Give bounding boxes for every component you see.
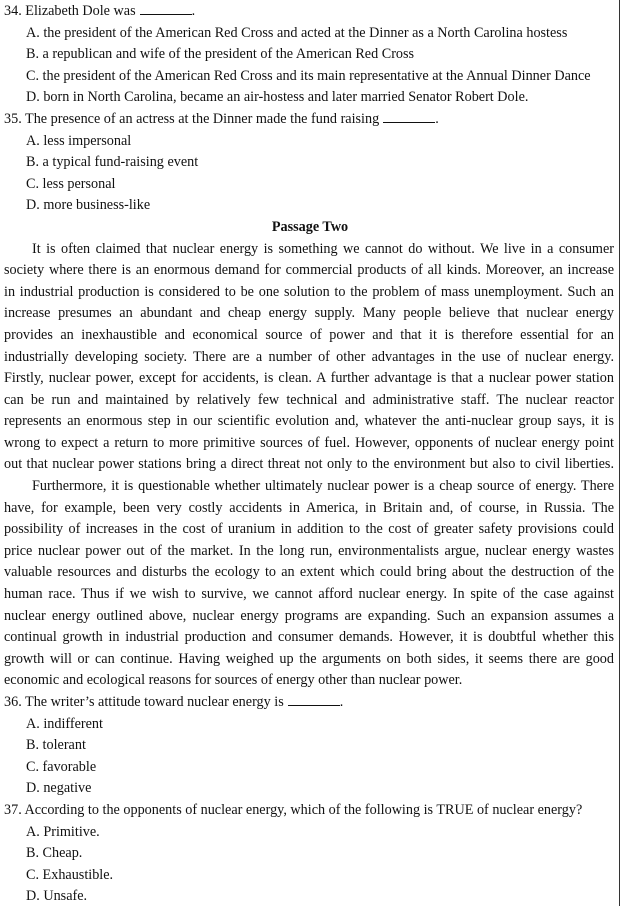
question-35 [4,109,614,217]
passage-title: Passage Two [271,218,349,235]
passage-line: price nuclear power out of the market. In the long run, environmentalists argue, nuclear energy wastes [4,542,614,559]
passage-line: society where there is an enormous demand for commercial products of all kinds. Moreover, an increase [4,262,614,279]
question-suffix: . [191,3,196,19]
passage-line: wrong to expect a return to more primitive sources of fuel. However, opponents of nuclear energy point [4,434,614,451]
question-stem [4,109,614,131]
option-d: D. negative [26,780,92,797]
passage-line: human race. Thus if we wish to survive, we cannot afford nuclear energy. In spite of the case against [4,586,614,603]
option-d: D. Unsafe. [26,888,88,905]
passage-line: valuable resources and disturbs the ecology to an extent which could bring about the destruction of the [4,564,614,581]
passage-line: growth will or can continue. Having weighed up the arguments on both sides, it seems there are good [4,650,614,667]
passage-line: possibility of increases in the cost of uranium in addition to the cost of greater safety provisions could [4,521,614,538]
passage-line: increase presumes an abundant and cheap energy supply. Many people believe that nuclear energy [4,305,614,322]
passage-line: out that nuclear power stations bring a direct threat not only to the environment but also to civil liberties. [4,456,614,473]
option-a: A. indifferent [26,715,103,732]
question-stem [4,800,614,822]
answer-blank [288,692,340,706]
question-37 [4,800,614,908]
passage-line: represents an enormous step in our scientific evolution and, whatever the anti-nuclear group says, it is [4,413,614,430]
option-a: A. Primitive. [26,823,100,840]
question-number: 36. [4,694,22,710]
question-text: The presence of an actress at the Dinner made the fund raising [25,110,380,127]
option-b: B. tolerant [26,737,86,754]
option-d: D. born in North Carolina, became an air-hostess and later married Senator Robert Dole. [26,89,529,106]
question-36 [4,692,614,800]
question-text: Elizabeth Dole was [25,3,136,19]
question-number: 35. [4,110,22,127]
passage-paragraph-1 [4,239,614,477]
passage-line: industrially developing society. There are a number of other advantages in the use of nuclear energy. [4,348,614,365]
passage-line: continual growth in industrial production and consumer demands. However, it is doubtful whether this [4,629,614,646]
passage-line: can be run and maintained by relatively few technical and administrative staff. The nuclear reactor [4,391,614,408]
question-suffix: . [339,694,344,710]
option-b: B. Cheap. [26,845,83,862]
passage-line: Firstly, nuclear power, except for accidents, is clean. A further advantage is that a nuclear power station [4,370,614,387]
passage-line: Furthermore, it is questionable whether ultimately nuclear power is a cheap source of energy. There [32,478,614,495]
answer-blank [140,1,192,15]
passage-line: nuclear energy outlined above, nuclear energy programs are expanding. Such an expansion assumes a [4,607,614,624]
question-text: The writer’s attitude toward nuclear energy is [25,694,284,710]
question-suffix: . [435,110,439,127]
question-number: 37. [4,801,22,818]
passage-line: economic and ecological reasons for sources of energy other than nuclear power. [4,672,463,689]
option-b: B. a typical fund-raising event [26,154,199,171]
passage-paragraph-2 [4,476,614,692]
question-stem [4,1,614,23]
option-c: C. less personal [26,175,116,192]
passage-line: It is often claimed that nuclear energy is something we cannot do without. We live in a consumer [32,240,614,257]
option-c: C. favorable [26,758,97,775]
option-a: A. the president of the American Red Cross and acted at the Dinner as a North Carolina hostess [26,24,568,41]
passage-line: provides an inexhaustible and economical source of power and that it is therefore essential for an [4,326,614,343]
passage-line: in industrial production is considered to be one solution to the problem of mass unemployment. Such an [4,283,614,300]
question-stem [4,692,614,714]
exam-page [4,1,614,908]
question-number: 34. [4,3,22,19]
option-c: C. the president of the American Red Cross and its main representative at the Annual Dinner Dance [26,67,591,84]
passage-line: have, for example, been very costly accidents in America, in Britain and, of course, in Russia. The [4,499,614,516]
option-a: A. less impersonal [26,132,132,149]
question-text: According to the opponents of nuclear energy, which of the following is TRUE of nuclear energy? [24,801,583,818]
option-b: B. a republican and wife of the president of the American Red Cross [26,46,415,63]
answer-blank [383,109,435,123]
question-34 [4,1,614,109]
option-c: C. Exhaustible. [26,866,114,883]
option-d: D. more business-like [26,197,151,214]
